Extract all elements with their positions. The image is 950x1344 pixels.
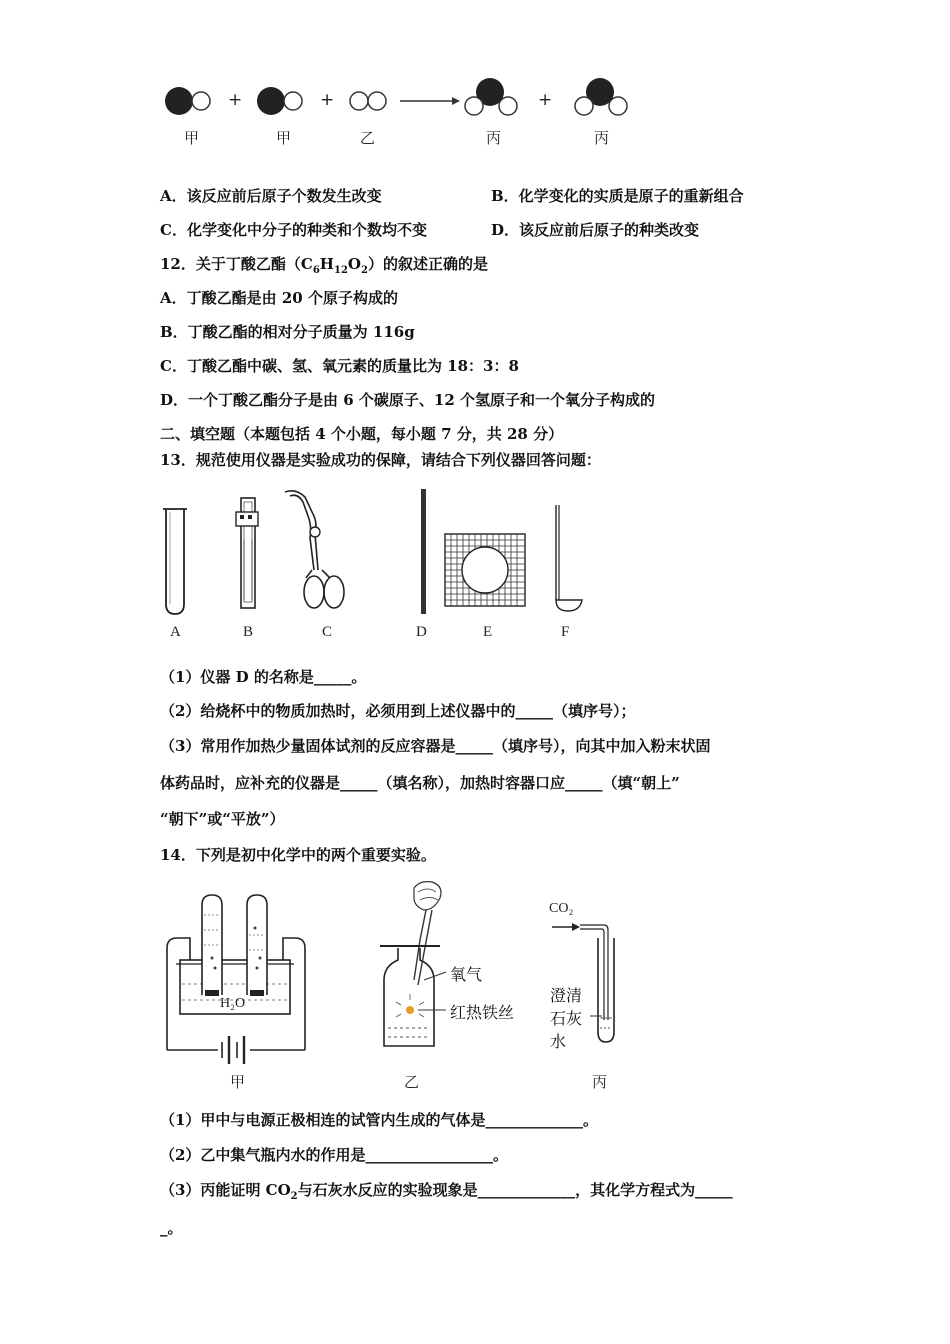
instrument-label-b: B — [243, 624, 254, 640]
instrument-label-c: C — [322, 624, 333, 640]
iron-combustion-apparatus — [380, 882, 446, 1046]
molecule-label: 丙 — [594, 129, 610, 147]
q13-part1: （1）仪器 D 的名称是_____。 — [160, 668, 367, 686]
molecule-label: 丙 — [486, 129, 502, 147]
experiment-label-jia: 甲 — [230, 1073, 246, 1091]
plus-sign: + — [320, 90, 335, 110]
q12-option-a: A．丁酸乙酯是由 20 个原子构成的 — [160, 289, 398, 307]
electrolysis-apparatus — [167, 895, 305, 1064]
molecule-label: 甲 — [184, 129, 200, 147]
q13-part3-line3: “朝下”或“平放”） — [160, 810, 285, 828]
experiment-label-yi: 乙 — [404, 1073, 420, 1091]
q11-option-c: C．化学变化中分子的种类和个数均不变 — [160, 221, 427, 239]
q12-option-c: C．丁酸乙酯中碳、氢、氧元素的质量比为 18：3：8 — [160, 357, 519, 375]
lime-water-label-2: 石灰 — [550, 1009, 583, 1028]
q14-part3: （3）丙能证明 $CO_2$与石灰水反应的实验现象是_____________，其化学方程式为_____ — [160, 1181, 733, 1202]
molecule-label: 乙 — [360, 129, 376, 147]
plus-sign: + — [228, 90, 243, 110]
iron-wire-label: 红热铁丝 — [450, 1003, 515, 1022]
instrument-label-e: E — [483, 624, 493, 640]
instrument-label-f: F — [561, 624, 570, 640]
q13-part3-line1: （3）常用作加热少量固体试剂的反应容器是_____（填序号），向其中加入粉末状固 — [160, 737, 711, 755]
lime-water-label-1: 澄清 — [550, 986, 583, 1005]
q12-option-d: D．一个丁酸乙酯分子是由 6 个碳原子、12 个氢原子和一个氧分子构成的 — [160, 391, 655, 409]
q12-option-b: B．丁酸乙酯的相对分子质量为 116g — [160, 323, 415, 341]
h2o-label: H₂O — [220, 996, 246, 1011]
section-heading: 二、填空题（本题包括 4 个小题，每小题 7 分，共 28 分） — [160, 425, 564, 443]
q13-part2: （2）给烧杯中的物质加热时，必须用到上述仪器中的_____（填序号）； — [160, 702, 636, 720]
plus-sign: + — [538, 90, 553, 110]
instrument-label-a: A — [170, 624, 181, 640]
q11-option-b: B．化学变化的实质是原子的重新组合 — [491, 187, 744, 205]
q14-part1: （1）甲中与电源正极相连的试管内生成的气体是_____________。 — [160, 1111, 598, 1129]
lime-water-label-3: 水 — [550, 1032, 567, 1051]
q11-option-d: D．该反应前后原子的种类改变 — [491, 221, 700, 239]
q14-part2: （2）乙中集气瓶内水的作用是_________________。 — [160, 1146, 508, 1164]
q12-stem: 12．关于丁酸乙酯$(C_6H_{12}O_2)$的叙述正确的是 — [160, 255, 488, 276]
oxygen-label: 氧气 — [450, 965, 483, 984]
q14-stem: 14．下列是初中化学中的两个重要实验。 — [160, 846, 436, 864]
experiment-label-bing: 丙 — [592, 1073, 608, 1091]
molecule-label: 甲 — [276, 129, 292, 147]
q13-part3-line2: 体药品时，应补充的仪器是_____（填名称），加热时容器口应_____（填“朝上” — [160, 774, 680, 792]
q13-stem: 13．规范使用仪器是实验成功的保障，请结合下列仪器回答问题： — [160, 451, 601, 469]
co2-label: CO₂ — [549, 901, 574, 916]
q14-part3-tail: _。 — [160, 1219, 183, 1237]
q11-option-a: A．该反应前后原子个数发生改变 — [160, 187, 382, 205]
instrument-label-d: D — [416, 624, 427, 640]
